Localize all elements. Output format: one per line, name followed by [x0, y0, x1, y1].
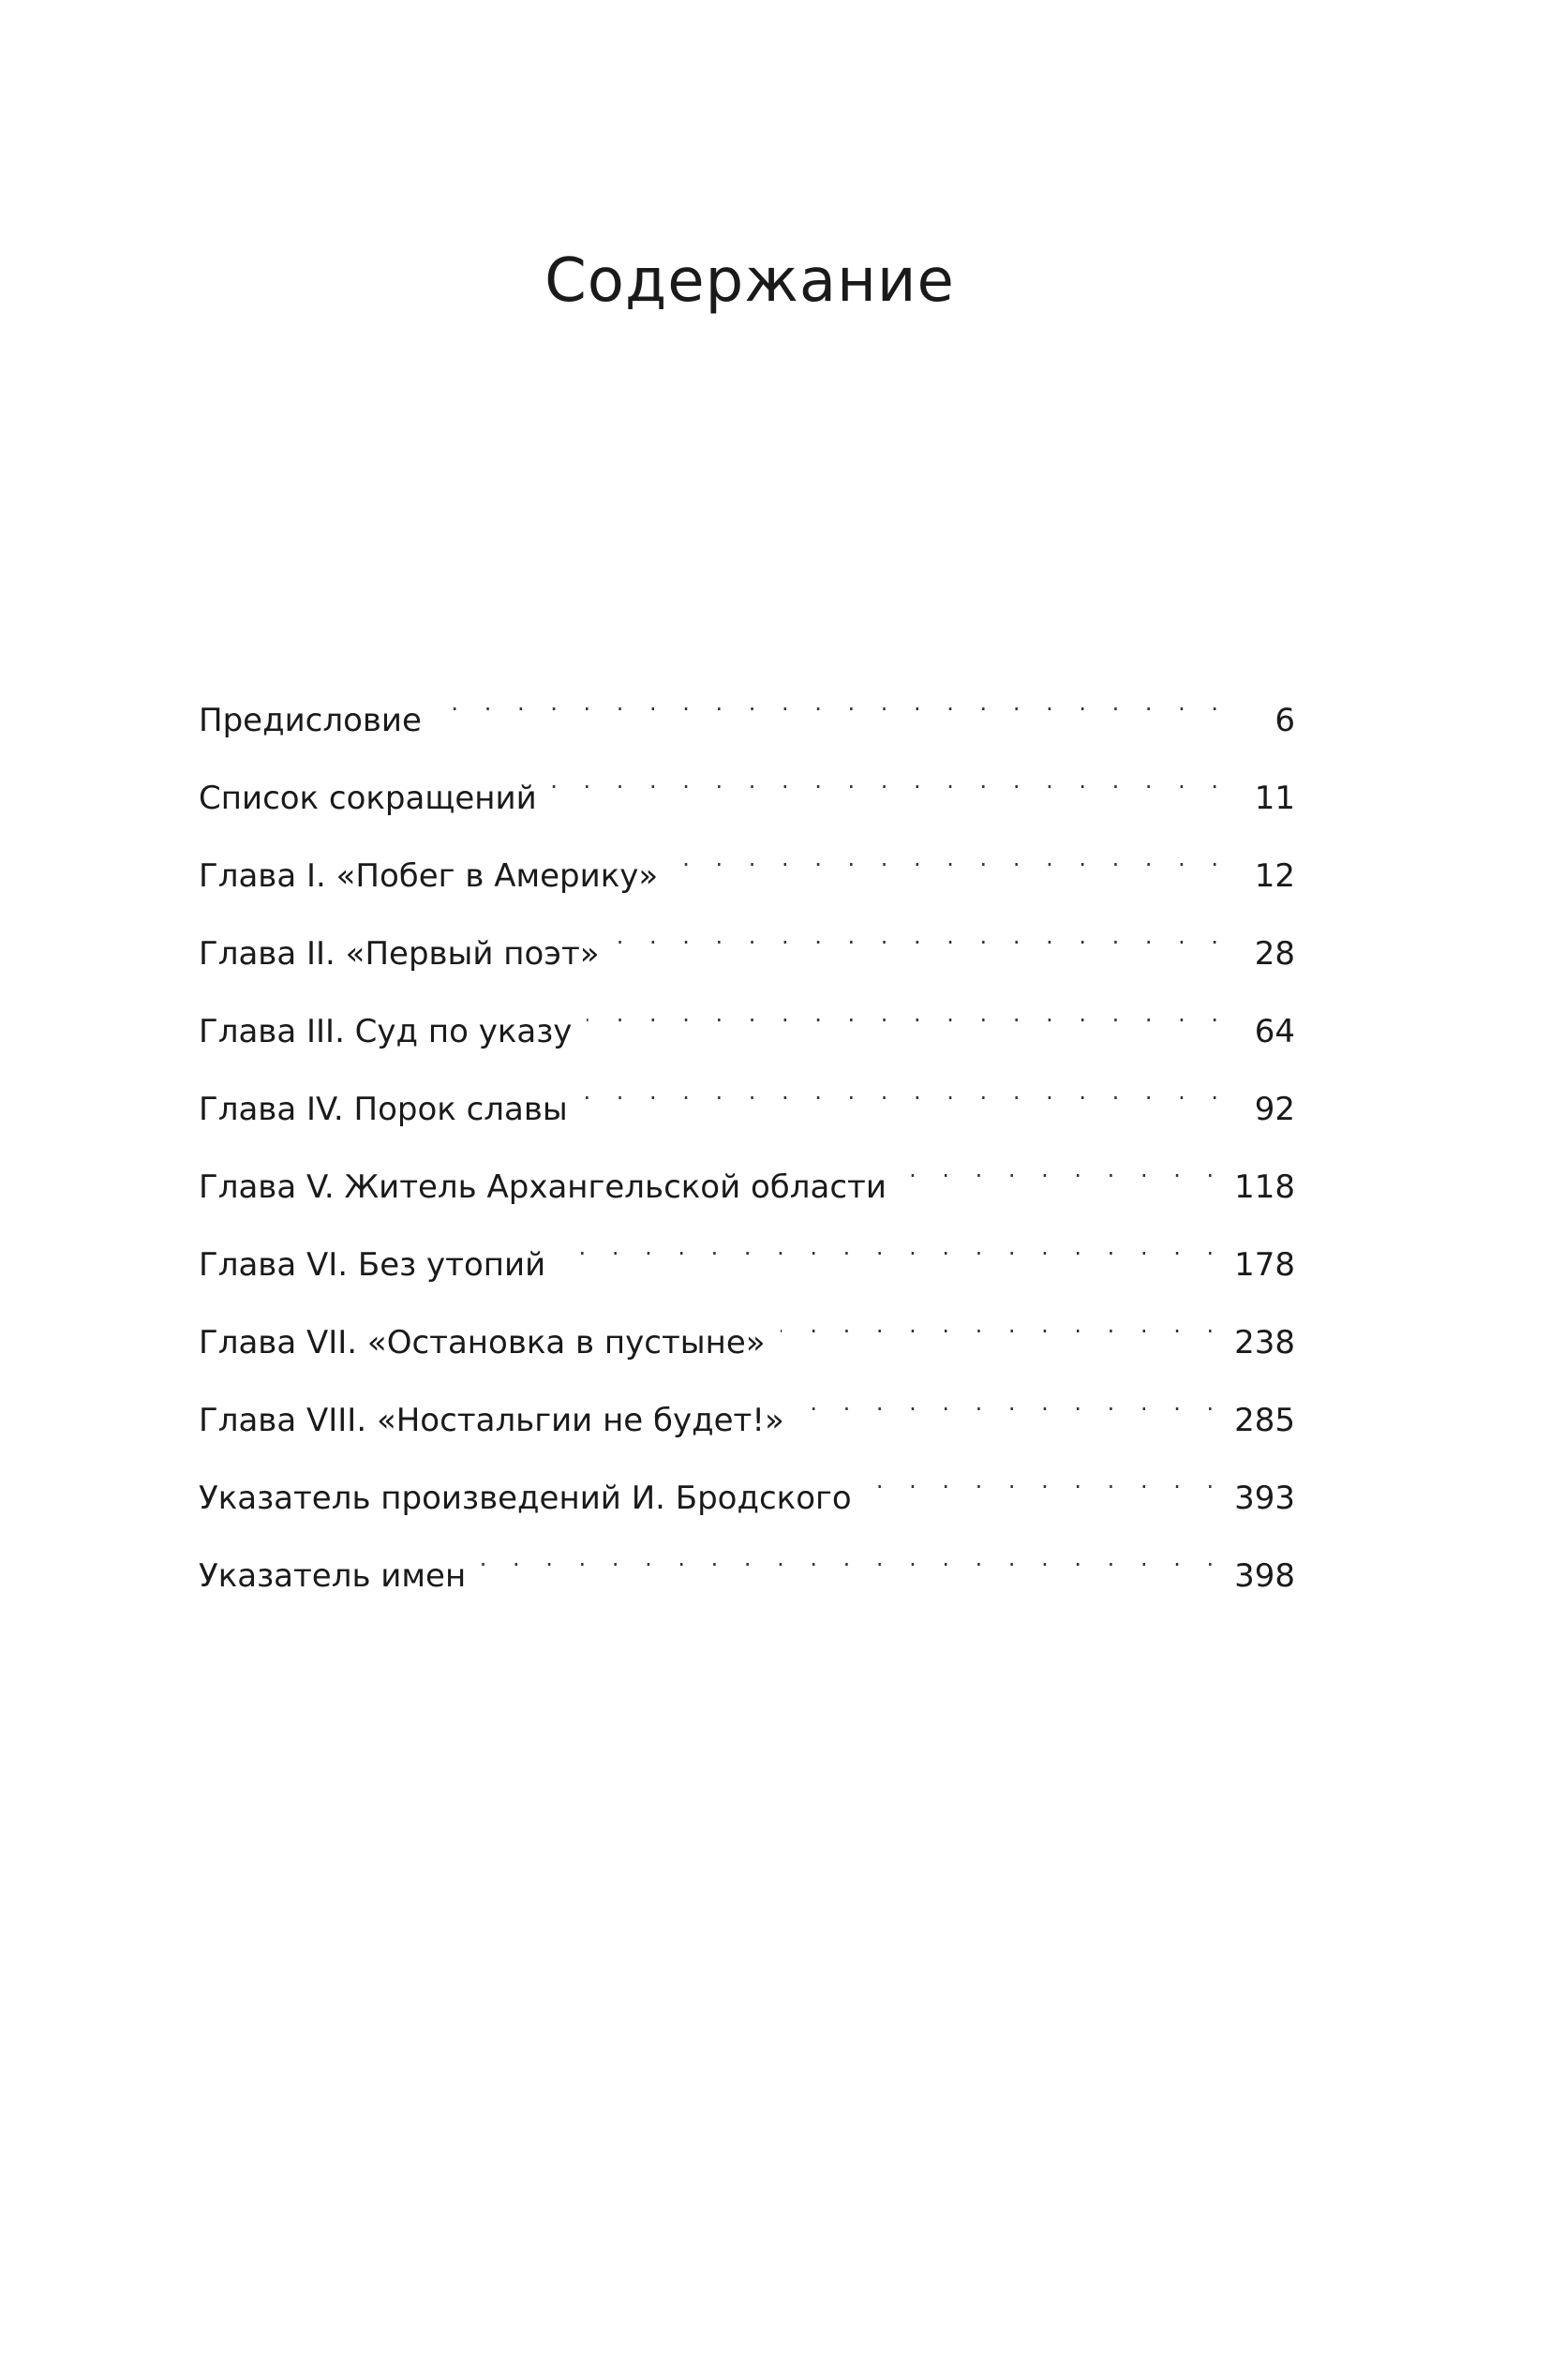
toc-entry-preface[interactable] — [199, 675, 1295, 752]
toc-entry-label: Глава II. «Первый поэт» — [199, 935, 600, 973]
dot-leader — [781, 1297, 1215, 1353]
toc-entry-chapter-2[interactable] — [199, 908, 1295, 986]
dot-leader — [552, 752, 1218, 809]
dot-leader — [437, 675, 1218, 731]
dot-leader — [615, 908, 1218, 964]
toc-entry-works-index[interactable] — [199, 1452, 1295, 1530]
toc-page-number: 11 — [1254, 780, 1295, 817]
page-title: Содержание — [544, 246, 955, 316]
dot-leader — [902, 1141, 1214, 1197]
toc-entry-label: Глава III. Суд по указу — [199, 1013, 573, 1050]
toc-page-number: 6 — [1274, 702, 1295, 739]
dot-leader — [867, 1452, 1214, 1509]
toc-entry-label: Указатель имен — [199, 1557, 467, 1595]
toc-entry-label: Указатель произведений И. Бродского — [199, 1480, 852, 1517]
toc-entry-chapter-4[interactable] — [199, 1064, 1295, 1141]
toc-entry-chapter-7[interactable] — [199, 1297, 1295, 1375]
toc-page-number: 285 — [1234, 1402, 1295, 1439]
dot-leader — [481, 1530, 1214, 1586]
toc-entry-label: Глава V. Житель Архангельской области — [199, 1168, 887, 1206]
toc-entry-label: Предисловие — [199, 702, 422, 739]
toc-page-number: 118 — [1234, 1168, 1295, 1206]
table-of-contents — [199, 675, 1295, 1608]
toc-page-number: 92 — [1254, 1091, 1295, 1128]
toc-page-number: 28 — [1254, 935, 1295, 973]
toc-entry-chapter-3[interactable] — [199, 986, 1295, 1064]
toc-page-number: 398 — [1234, 1557, 1295, 1595]
toc-entry-chapter-1[interactable] — [199, 830, 1295, 908]
dot-leader — [587, 986, 1218, 1042]
toc-entry-chapter-6[interactable] — [199, 1219, 1295, 1297]
toc-entry-names-index[interactable] — [199, 1530, 1295, 1608]
toc-entry-label: Глава IV. Порок славы — [199, 1091, 568, 1128]
toc-entry-chapter-5[interactable] — [199, 1141, 1295, 1219]
toc-entry-label: Глава I. «Побег в Америку» — [199, 857, 659, 895]
toc-entry-chapter-8[interactable] — [199, 1375, 1295, 1452]
toc-entry-label: Глава VIII. «Ностальгии не будет!» — [199, 1402, 784, 1439]
toc-entry-label: Глава VI. Без утопий — [199, 1246, 546, 1284]
toc-page-number: 238 — [1234, 1324, 1295, 1361]
dot-leader — [799, 1375, 1214, 1431]
toc-page-number: 393 — [1234, 1480, 1295, 1517]
dot-leader — [673, 830, 1218, 886]
toc-entry-abbreviations[interactable] — [199, 752, 1295, 830]
toc-entry-label: Список сокращений — [199, 780, 537, 817]
dot-leader — [560, 1219, 1214, 1275]
toc-page-number: 12 — [1254, 857, 1295, 895]
toc-page-number: 64 — [1254, 1013, 1295, 1050]
toc-entry-label: Глава VII. «Остановка в пустыне» — [199, 1324, 766, 1361]
toc-page-number: 178 — [1234, 1246, 1295, 1284]
dot-leader — [583, 1064, 1218, 1120]
